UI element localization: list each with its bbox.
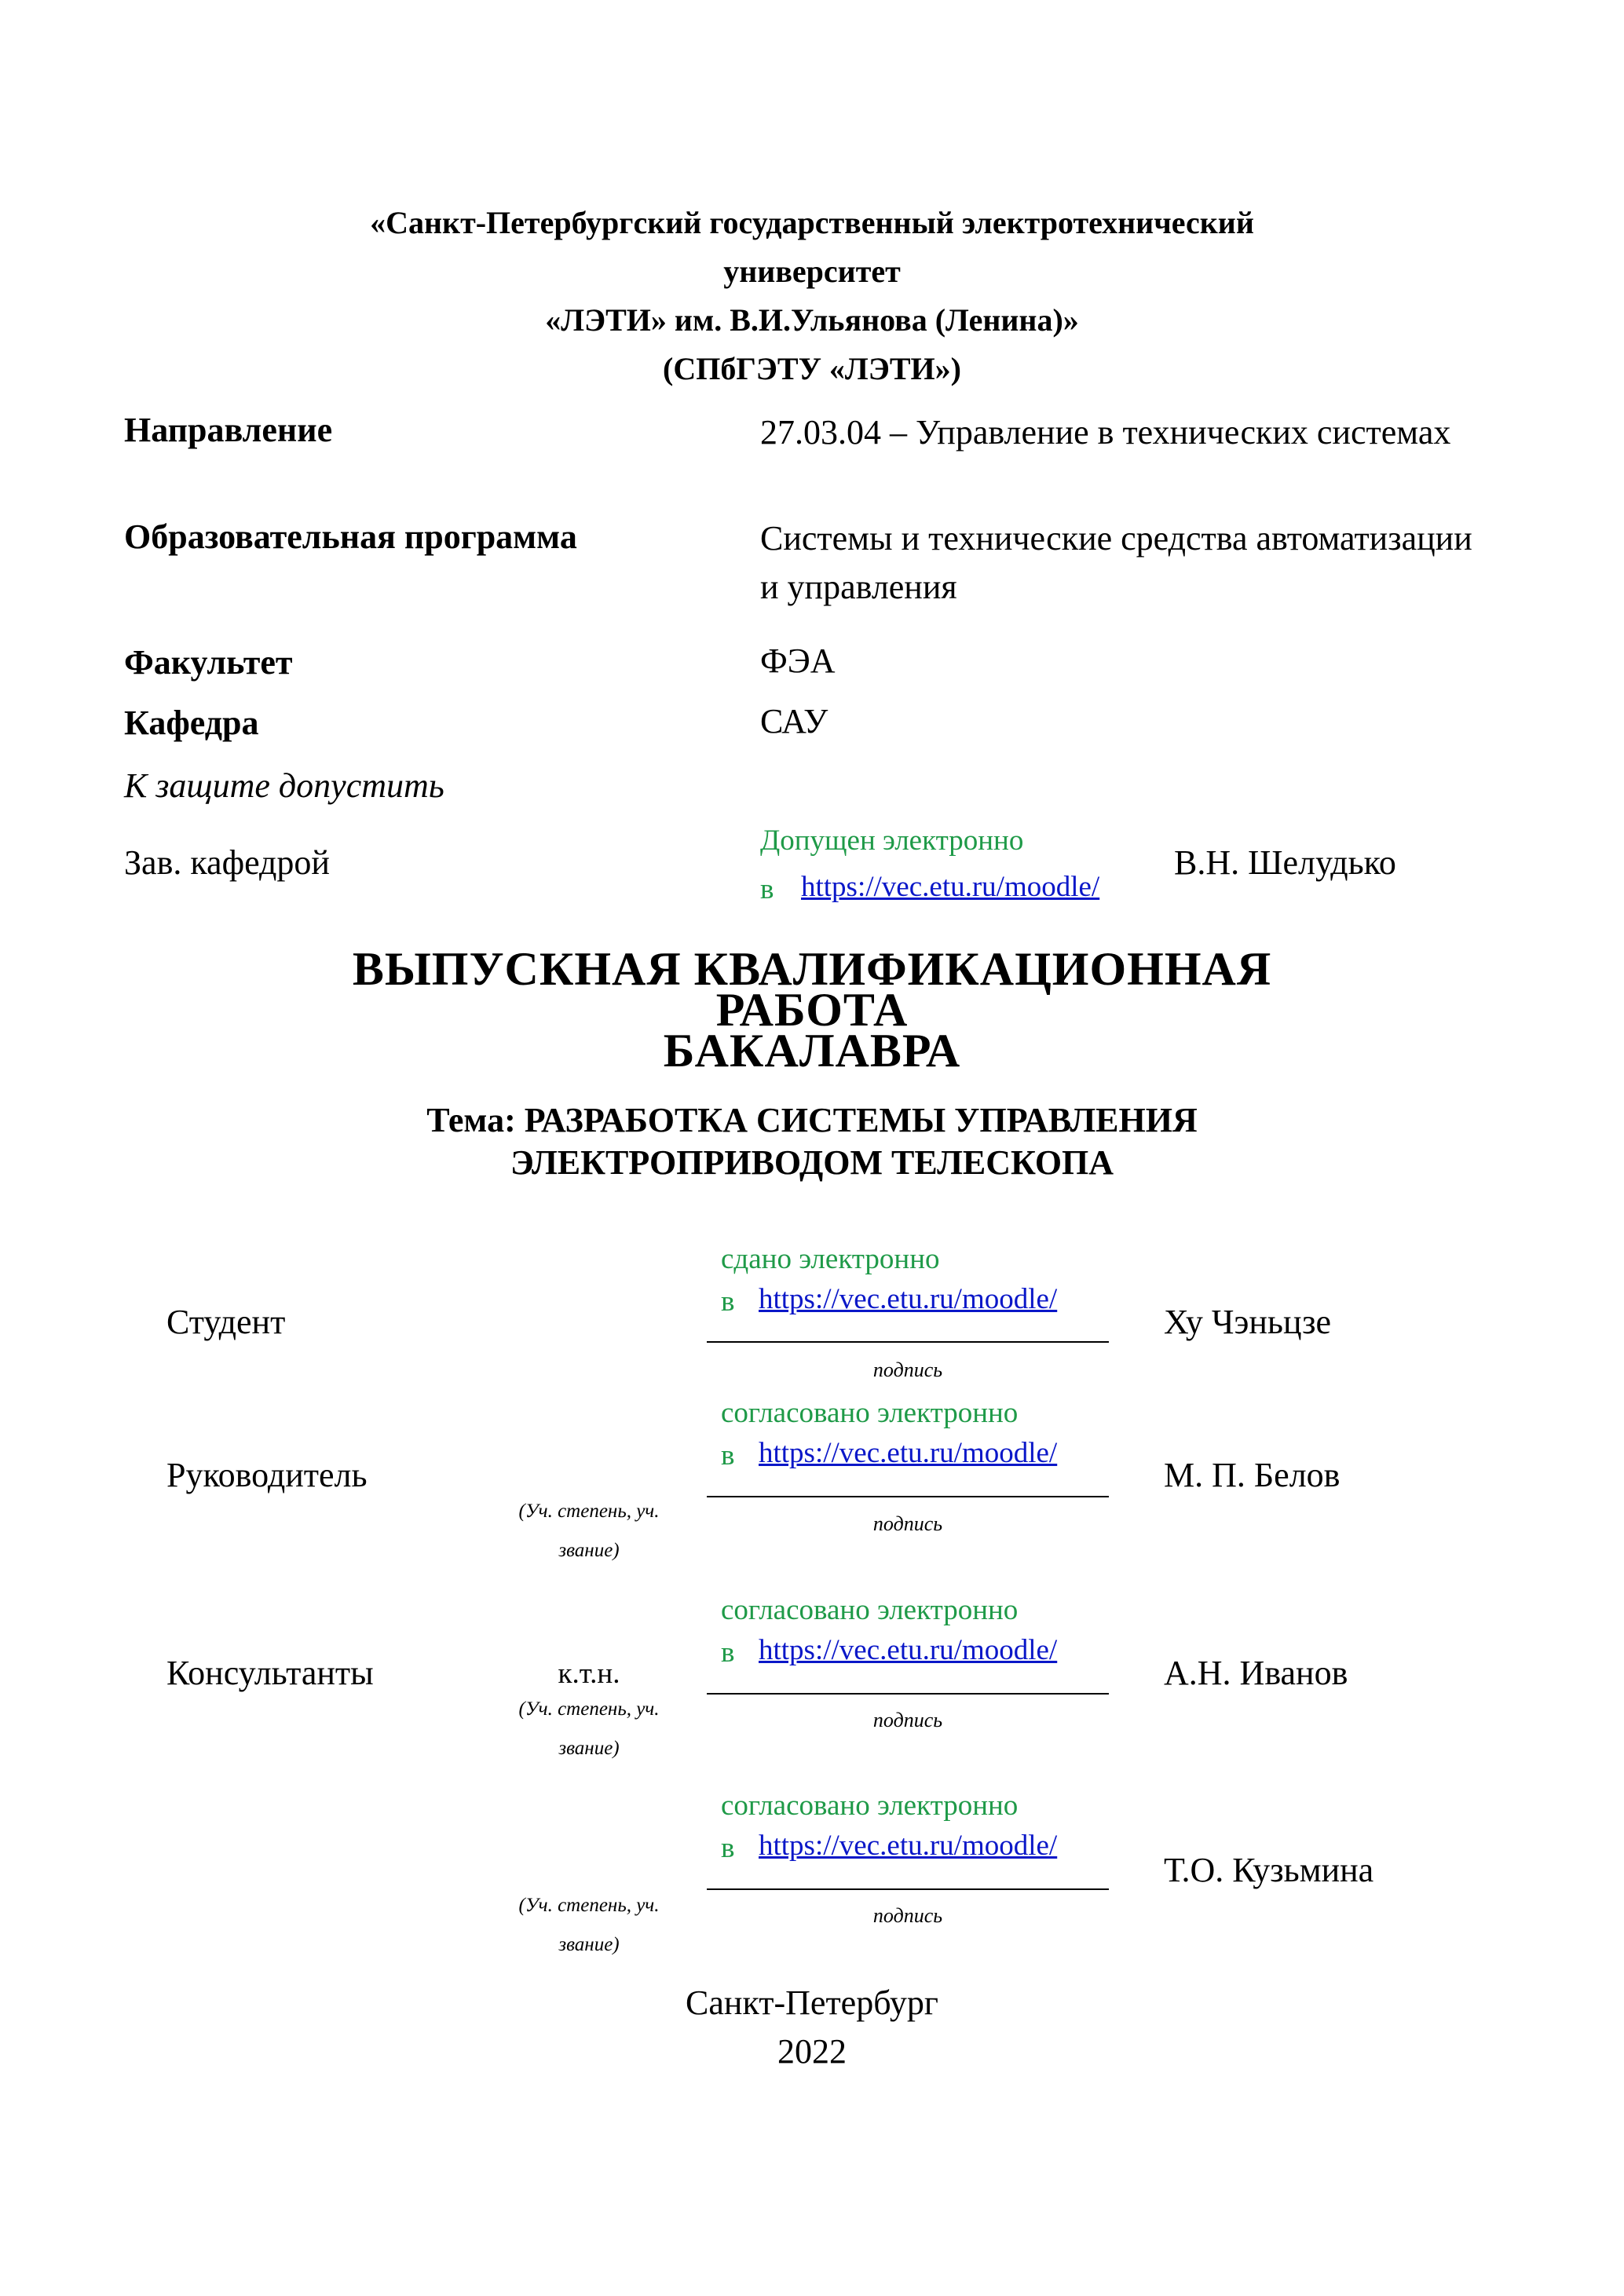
university-name-line2: университет [723, 254, 901, 289]
consultant1-in: в [721, 1636, 735, 1669]
student-in: в [721, 1285, 735, 1318]
consultant2-status: согласовано электронно [721, 1790, 1019, 1822]
consultant2-rank-caption-line2: звание) [558, 1934, 620, 1955]
program-value-line1: Системы и технические средства автоматизации [760, 519, 1472, 558]
thesis-title-line2: РАБОТА [715, 984, 909, 1036]
program-label: Образовательная программа [124, 517, 577, 556]
head-approval-in: в [760, 873, 774, 905]
direction-value: 27.03.04 – Управление в технических системах [760, 413, 1451, 452]
student-signature-line [707, 1341, 1109, 1343]
consultant2-link[interactable]: https://vec.etu.ru/moodle/ [759, 1830, 1058, 1862]
head-of-department-name: В.Н. Шелудько [1174, 843, 1396, 882]
consultants-role: Консультанты [166, 1654, 374, 1692]
department-value: САУ [760, 702, 828, 740]
thesis-title-line3: БАКАЛАВРА [663, 1025, 961, 1077]
supervisor-rank-caption-line2: звание) [558, 1540, 620, 1561]
consultant1-rank: к.т.н. [558, 1658, 620, 1690]
program-value-line2: и управления [760, 568, 957, 606]
student-status: сдано электронно [721, 1243, 940, 1275]
admit-label: К защите допустить [124, 766, 444, 805]
supervisor-link[interactable]: https://vec.etu.ru/moodle/ [759, 1437, 1058, 1469]
university-name-line3: «ЛЭТИ» им. В.И.Ульянова (Ленина)» [545, 302, 1079, 338]
direction-label: Направление [124, 411, 333, 449]
city: Санкт-Петербург [686, 1983, 938, 2022]
supervisor-status: согласовано электронно [721, 1397, 1019, 1429]
consultant1-rank-caption-line2: звание) [558, 1738, 620, 1759]
consultant1-signature-caption: подпись [872, 1709, 943, 1731]
student-role: Студент [166, 1303, 286, 1341]
supervisor-rank-caption-line1: (Уч. степень, уч. [518, 1501, 660, 1522]
supervisor-in: в [721, 1439, 735, 1472]
consultant1-status: согласовано электронно [721, 1594, 1019, 1626]
supervisor-role: Руководитель [166, 1456, 368, 1494]
student-name: Ху Чэньцзе [1164, 1303, 1331, 1341]
thesis-title-line1: ВЫПУСКНАЯ КВАЛИФИКАЦИОННАЯ [352, 943, 1272, 995]
consultant1-link[interactable]: https://vec.etu.ru/moodle/ [759, 1634, 1058, 1666]
consultant1-rank-caption-line1: (Уч. степень, уч. [518, 1698, 660, 1720]
university-abbreviation: (СПбГЭТУ «ЛЭТИ») [663, 351, 961, 386]
consultant2-signature-line [707, 1888, 1109, 1890]
supervisor-signature-line [707, 1496, 1109, 1497]
head-approval-link[interactable]: https://vec.etu.ru/moodle/ [801, 871, 1100, 903]
student-link[interactable]: https://vec.etu.ru/moodle/ [759, 1283, 1058, 1315]
faculty-value: ФЭА [760, 642, 836, 680]
consultant2-in: в [721, 1832, 735, 1864]
consultant2-name: Т.О. Кузьмина [1164, 1851, 1374, 1889]
university-name-line1: «Санкт-Петербургский государственный электротехнический [370, 205, 1254, 240]
supervisor-name: М. П. Белов [1164, 1456, 1341, 1494]
consultant2-rank-caption-line1: (Уч. степень, уч. [518, 1895, 660, 1916]
student-signature-caption: подпись [872, 1358, 943, 1381]
head-approval-status: Допущен электронно [760, 824, 1024, 857]
supervisor-signature-caption: подпись [872, 1512, 943, 1535]
department-label: Кафедра [124, 704, 259, 742]
consultant1-name: А.Н. Иванов [1164, 1654, 1348, 1692]
year: 2022 [777, 2032, 847, 2071]
head-of-department-label: Зав. кафедрой [124, 843, 330, 882]
thesis-theme-line1: Тема: РАЗРАБОТКА СИСТЕМЫ УПРАВЛЕНИЯ [426, 1101, 1198, 1139]
faculty-label: Факультет [124, 643, 293, 682]
consultant2-signature-caption: подпись [872, 1904, 943, 1927]
thesis-theme-line2: ЭЛЕКТРОПРИВОДОМ ТЕЛЕСКОПА [510, 1143, 1114, 1182]
consultant1-signature-line [707, 1693, 1109, 1695]
